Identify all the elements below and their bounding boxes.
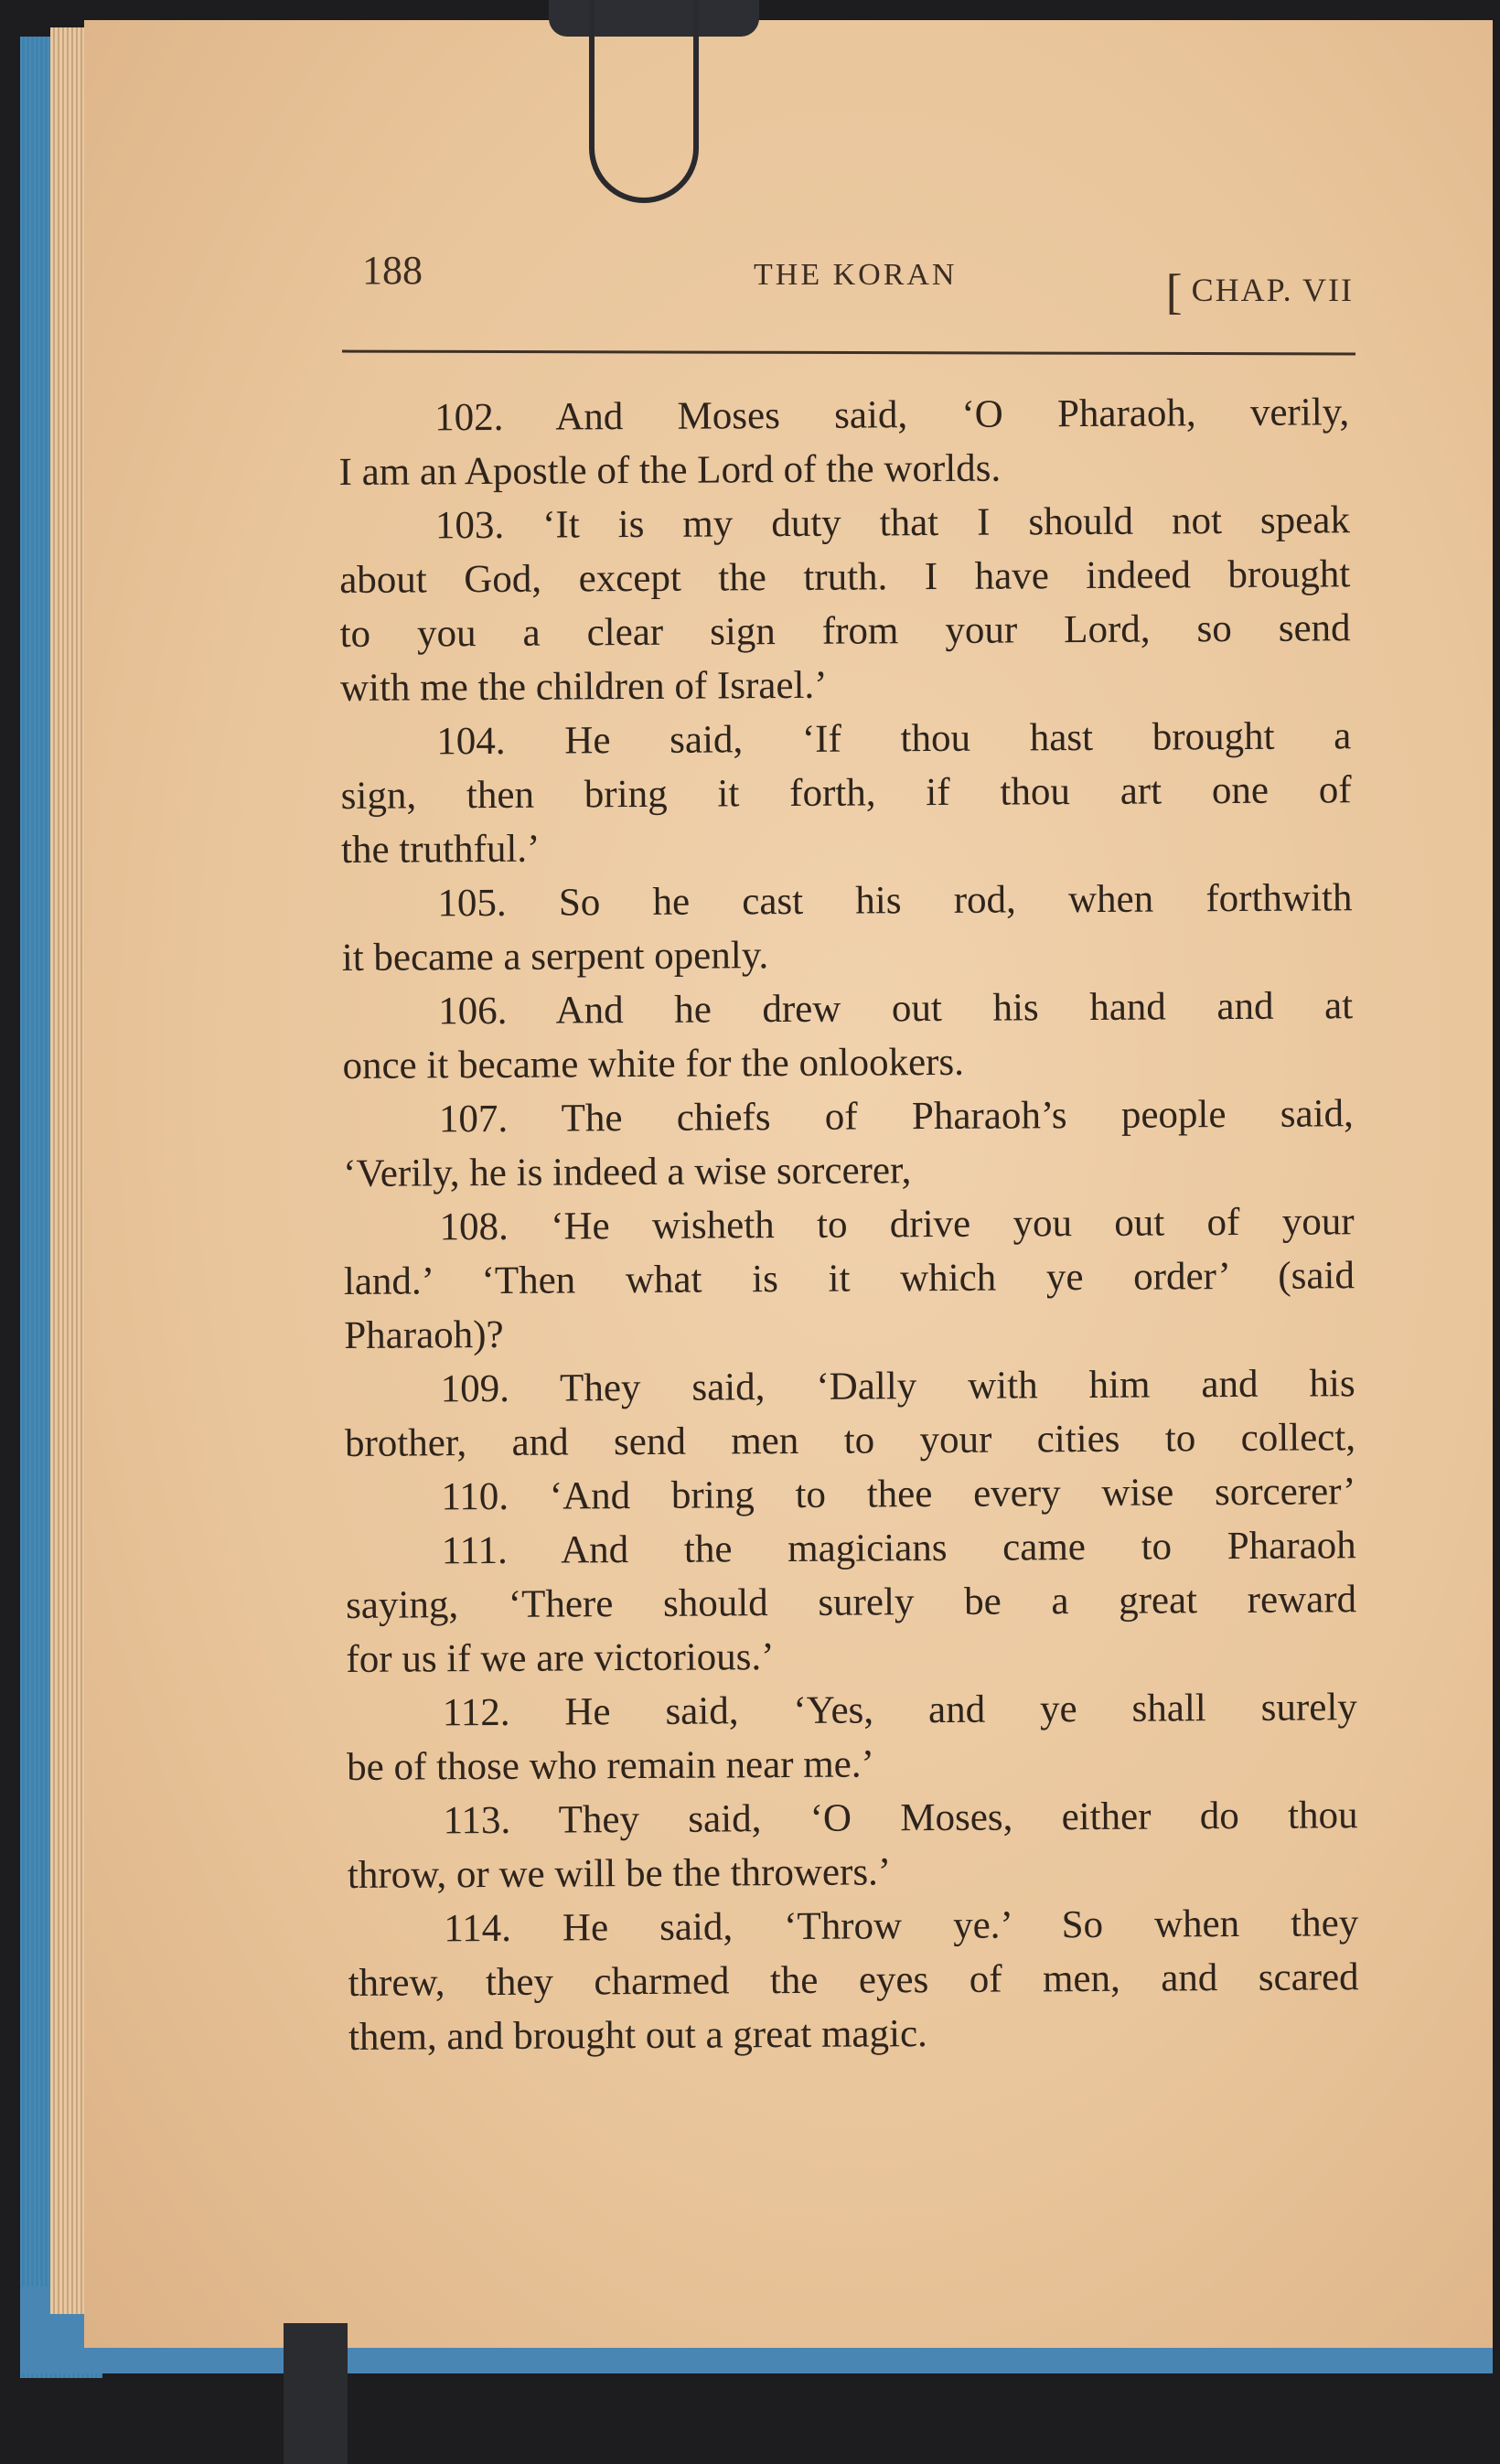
verse-line: 111. And the magicians came to Pharaoh — [441, 1524, 1356, 1573]
verse — [346, 1518, 1357, 1687]
verse-line: saying, ‘There should surely be a great reward — [345, 1578, 1357, 1627]
running-title: THE KORAN — [754, 258, 958, 292]
page-number: 188 — [362, 248, 423, 293]
verse — [345, 1464, 1355, 1525]
verse-line: land.’ ‘Then what is it which ye order’ (said — [343, 1254, 1355, 1303]
verse-line: brother, and send men to your cities to collect, — [344, 1416, 1356, 1465]
verse-line: to you a clear sign from your Lord, so send — [339, 606, 1351, 656]
verse-line: sign, then bring it forth, if thou art one of — [340, 768, 1352, 818]
verse-line: ‘Verily, he is indeed a wise sorcerer, — [343, 1149, 912, 1195]
verse — [347, 1680, 1358, 1794]
page-holder-clip-loop — [589, 0, 699, 203]
verse — [343, 1195, 1355, 1363]
verse-line: 112. He said, ‘Yes, and ye shall surely — [442, 1686, 1357, 1735]
verse — [339, 493, 1351, 715]
verse — [341, 871, 1353, 985]
verse-line: 110. ‘And bring to thee every wise sorcerer’ — [441, 1470, 1356, 1519]
page-holder-bottom — [284, 2323, 348, 2464]
verse-line: once it became white for the onlookers. — [342, 1040, 965, 1087]
verse-line: about God, except the truth. I have indeed brought — [339, 552, 1351, 602]
verse — [347, 1788, 1358, 1902]
verse-line: the truthful.’ — [340, 827, 541, 872]
verse-line: for us if we are victorious.’ — [346, 1635, 775, 1681]
verse-line: 103. ‘It is my duty that I should not speak — [434, 498, 1351, 548]
verse-line: 109. They said, ‘Dally with him and his — [440, 1362, 1355, 1411]
chapter-label — [1165, 256, 1354, 319]
verse-line: be of those who remain near me.’ — [347, 1742, 875, 1789]
verse — [340, 709, 1352, 877]
verse-line: with me the children of Israel.’ — [339, 663, 828, 710]
verse-line: 113. They said, ‘O Moses, either do thou — [443, 1794, 1358, 1843]
verse-line: 104. He said, ‘If thou hast brought a — [436, 714, 1352, 764]
verse — [338, 385, 1350, 499]
verse-line: throw, or we will be the throwers.’ — [347, 1850, 892, 1897]
verse-line: 106. And he drew out his hand and at — [437, 984, 1354, 1034]
chapter-text: CHAP. VII — [1191, 272, 1354, 308]
verse — [342, 979, 1354, 1093]
verse-line: 114. He said, ‘Throw ye.’ So when they — [444, 1902, 1359, 1951]
verse — [343, 1087, 1355, 1201]
verse-line: Pharaoh)? — [344, 1312, 504, 1357]
verse-line: it became a serpent openly. — [341, 934, 769, 980]
verse-line: 105. So he cast his rod, when forthwith — [437, 876, 1353, 926]
page-body — [338, 385, 1359, 2064]
verse-line: them, and brought out a great magic. — [348, 2012, 927, 2059]
chapter-bracket: [ — [1165, 264, 1184, 319]
verse — [344, 1356, 1355, 1471]
verse-line: 102. And Moses said, ‘O Pharaoh, verily, — [434, 391, 1350, 440]
verse-line: I am an Apostle of the Lord of the worlds. — [338, 446, 1002, 494]
verse-line: threw, they charmed the eyes of men, and scared — [348, 1955, 1359, 2005]
running-header — [342, 247, 1354, 319]
verse-line: 108. ‘He wisheth to drive you out of your — [439, 1200, 1355, 1249]
verse — [348, 1896, 1359, 2064]
verse-line: 107. The chiefs of Pharaoh’s people said, — [438, 1092, 1354, 1141]
